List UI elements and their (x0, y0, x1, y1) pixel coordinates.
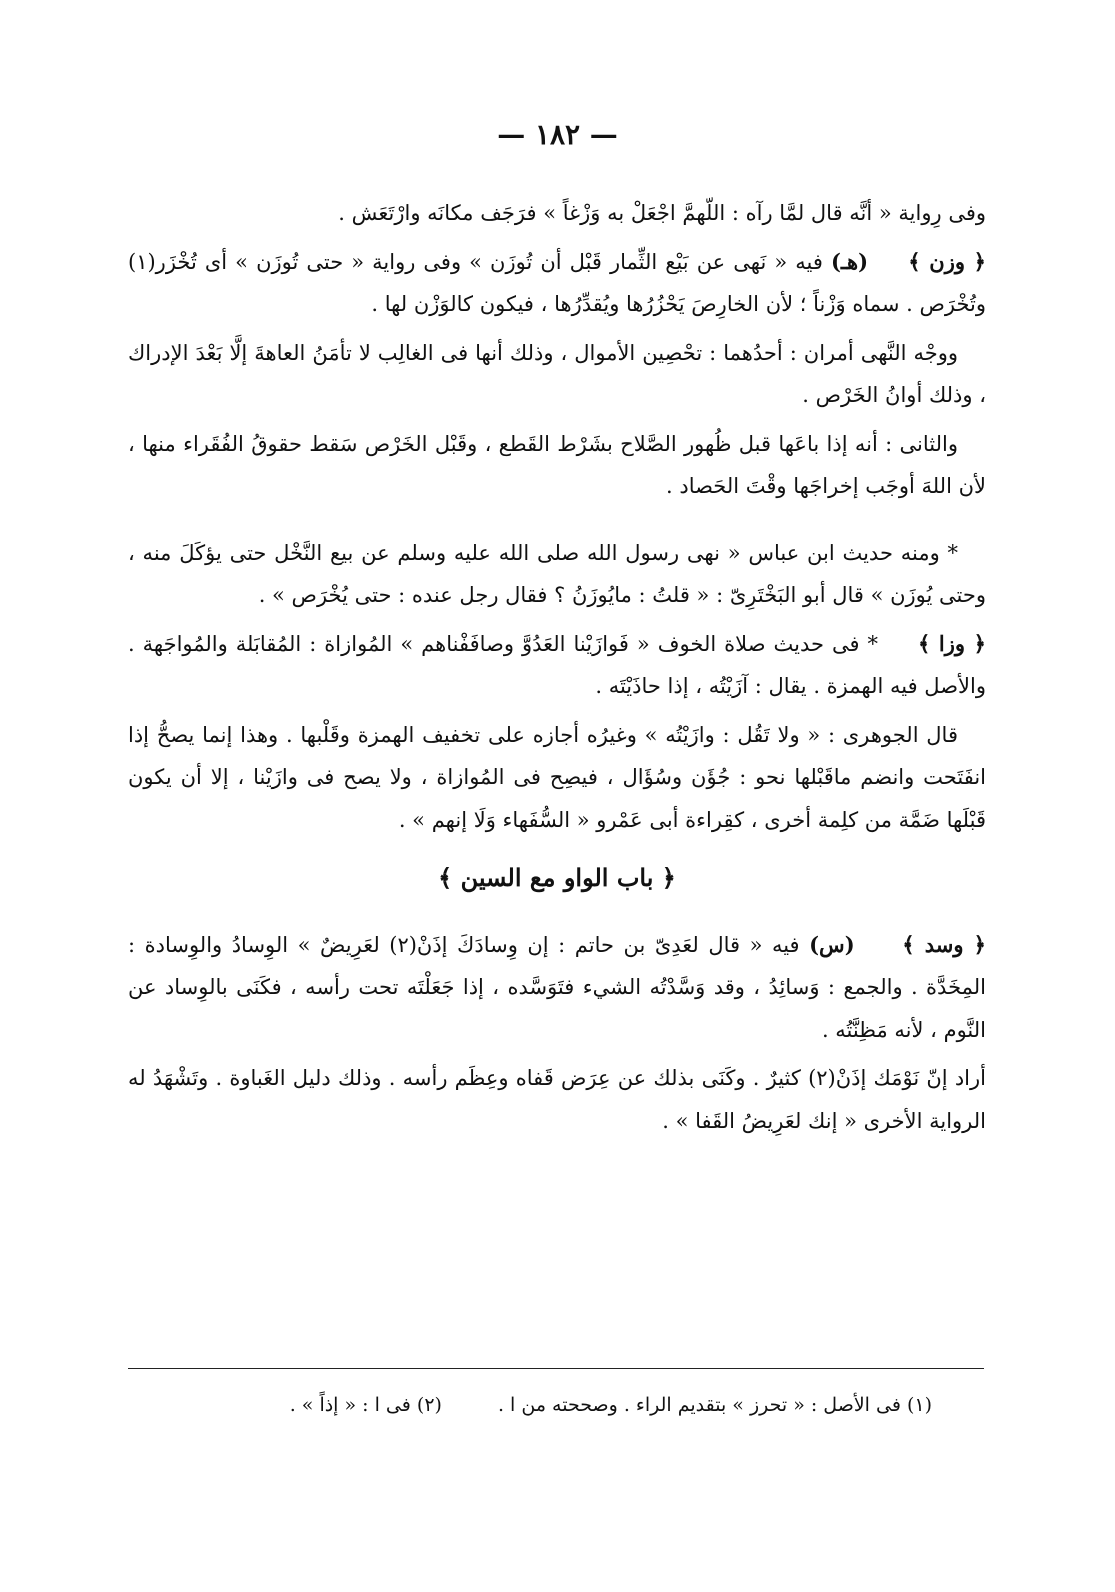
paragraph-text: ووجْه النَّهى أمران : أحدُهما : تحْصِين الأموال ، وذلك أنها فى الغالِب لا تأمَنُ العاهةَ إلَّا بَعْدَ الإدراك ، وذلك أوانُ الخَرْص . (128, 340, 986, 407)
entry-wazn (128, 241, 986, 326)
paragraph-text: أراد إنّ نَوْمَك إذَنْ(٢) كثيرٌ . وكَنَى بذلك عن عِرَض قَفاه وعِظَم رأسه . وذلك دليل الغَباوة . وتَشْهَدُ له الرواية الأخرى « إنك لعَرِيضُ القَفا » . (128, 1066, 986, 1133)
paragraph-text: فيه « قال لعَدِىّ بن حاتم : إن وِسادَكَ إذَنْ(٢) لعَرِيضٌ » الوِسادُ والوِسادة : المِخَدَّة . والجمع : وَسائِدُ ، وقد وَسَّدْتُه الشيء فتَوَسَّده ، إذا جَعَلْتَه تحت رأسه ، فكَنَى بالوِساد عن النَّوم ، لأنه مَظِنَّتُه . (128, 932, 986, 1042)
source-mark: (هـ) (830, 248, 869, 274)
paragraph-text: * ومنه حديث ابن عباس « نهى رسول الله صلى الله عليه وسلم عن بيع النَّخْل حتى يؤكَلَ منه ، وحتى يُوزَن » قال أبو البَخْتَرِىّ : « قلتُ : مايُوزَنُ ؟ فقال رجل عنده : حتى يُخْرَص » . (128, 540, 986, 607)
page-number: — ١٨٢ — (497, 118, 618, 151)
footnotes (128, 1390, 932, 1420)
entry-wasad (128, 924, 986, 1052)
paragraph (128, 332, 986, 417)
paragraph-text: والثانى : أنه إذا باعَها قبل ظُهور الصَّلاح بشَرْط القَطع ، وقَبْل الخَرْص سَقط حقوقُ الفُقَراء منها ، لأن اللهَ أوجَب إخراجَها وقْتَ الحَصاد . (128, 431, 986, 498)
paragraph-text: وفى رِواية « أنَّه قال لمَّا رآه : اللّهمَّ اجْعَلْ به وَزْغاً » فرَجَف مكانَه وارْتَعَش . (338, 201, 986, 225)
paragraph-text: قال الجوهرى : « ولا تَقُل : وازَيْتُه » وغيرُه أجازه على تخفيف الهمزة وقَلْبها . وهذا إنما يصحُّ إذا انفَتَحت وانضم ماقَبْلها نحو : جُؤَن وسُؤَال ، فيصِح فى المُوازاة ، ولا يصح فى وازَيْنا ، إلا أن يكون قَبْلَها ضَمَّة من كلِمة أخرى ، كقِراءة أبى عَمْرو « السُّفَهاء وَلَا إنهم » . (128, 722, 986, 832)
footnote: (١) فى الأصل : « تحرز » بتقديم الراء . وصححته من ا . (497, 1394, 932, 1416)
paragraph (128, 192, 986, 235)
paragraph (128, 423, 986, 508)
footnote-divider (128, 1368, 984, 1369)
footnote: (٢) فى ا : « إذاً » . (289, 1394, 442, 1416)
spacer (128, 514, 986, 532)
chapter-heading: ﴿ باب الواو مع السين ﴾ (438, 863, 676, 892)
source-mark: (س) (809, 931, 855, 957)
paragraph-text: * فى حديث صلاة الخوف « فَوازَيْنا العَدُوَّ وصافَفْناهم » المُوازاة : المُقابَلة والمُواجَهة . والأصل فيه الهمزة . يقال : آزَيْتُه ، إذا حاذَيْتَه . (128, 631, 986, 698)
paragraph (128, 532, 986, 617)
main-text (128, 192, 986, 1148)
entry-headword: ﴿ وسد ﴾ (902, 931, 986, 957)
paragraph (128, 1057, 986, 1142)
entry-headword: ﴿ وزن ﴾ (908, 248, 986, 274)
paragraph (128, 714, 986, 842)
entry-waza (128, 623, 986, 708)
paragraph-text: فيه « نَهى عن بَيْع الثِّمار قَبْل أن تُوزَن » وفى رواية « حتى تُوزَن » أى تُخْزَر(١) وتُخْرَص . سماه وَزْناً ؛ لأن الخارِصَ يَحْزُرُها ويُقدِّرُها ، فيكون كالوَزْن لها . (128, 249, 986, 316)
entry-headword: ﴿ وزا ﴾ (918, 630, 986, 656)
